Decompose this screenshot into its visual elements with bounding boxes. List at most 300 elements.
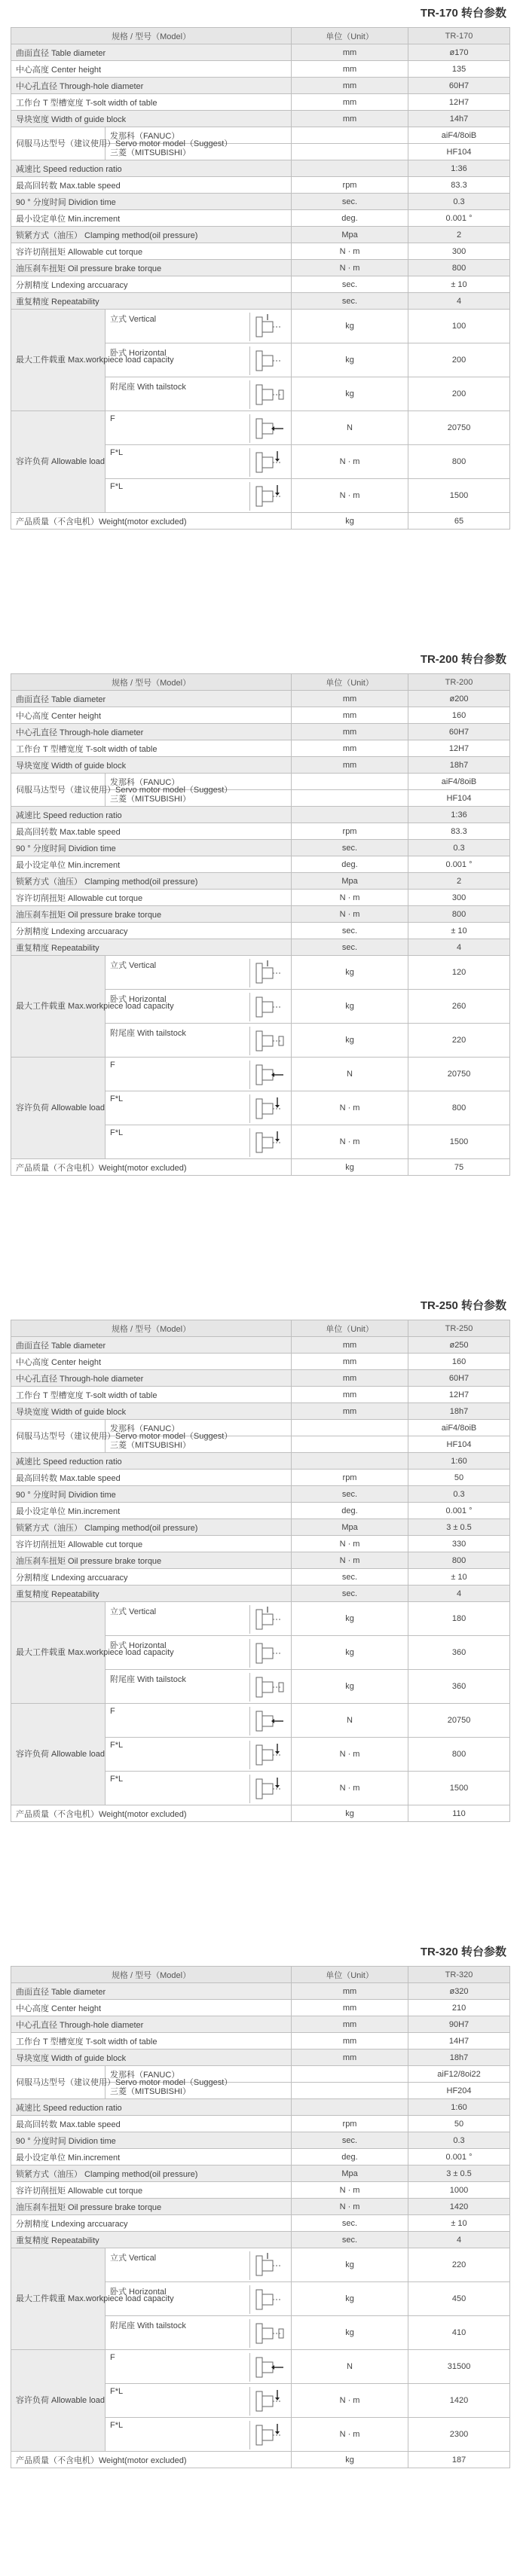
table-row <box>11 1337 510 1354</box>
row-label: F*L <box>110 1741 124 1750</box>
row-value: aiF4/8oiB <box>408 774 510 790</box>
row-unit <box>292 1436 408 1453</box>
vertical-load-diagram-icon <box>249 1605 286 1634</box>
row-unit: Mpa <box>292 2165 408 2182</box>
spec-section <box>11 1293 509 1822</box>
allowable-load-label: 容许负荷 Allowable load <box>11 1704 106 1805</box>
row-label: F*L <box>110 2421 124 2430</box>
row-value: 3 ± 0.5 <box>408 2165 510 2182</box>
servo-motor-label: 伺服马达型号（建议使用）Servo motor model（Suggest） <box>11 2066 106 2099</box>
row-value: 12H7 <box>408 94 510 111</box>
row-unit: N · m <box>292 243 408 260</box>
axial-force-diagram-icon <box>249 414 286 443</box>
max-load-label: 最大工件载重 Max.workpiece load capacity <box>11 310 106 411</box>
row-unit: N · m <box>292 445 408 479</box>
row-label: 卧式 Horizontal <box>110 349 167 358</box>
table-row <box>11 840 510 856</box>
table-row <box>11 856 510 873</box>
row-label: 三菱（MITSUBISHI） <box>106 790 292 807</box>
row-label: 最小设定单位 Min.increment <box>11 2149 292 2165</box>
row-unit <box>292 807 408 823</box>
table-row <box>11 2350 510 2384</box>
section-title: TR-320 转台参数 <box>420 1946 506 1958</box>
row-label: 附尾座 With tailstock <box>110 2321 186 2330</box>
row-label: 减速比 Speed reduction ratio <box>11 1453 292 1470</box>
table-row <box>11 1805 510 1822</box>
spec-section <box>11 1939 509 2468</box>
table-row <box>11 2149 510 2165</box>
row-unit <box>292 774 408 790</box>
header-model: 规格 / 型号（Model） <box>11 28 292 44</box>
row-label-cell <box>106 2384 292 2418</box>
row-label: 最高回转数 Max.table speed <box>11 2116 292 2132</box>
row-value: 20750 <box>408 1058 510 1091</box>
table-row <box>11 160 510 177</box>
row-label: F <box>110 414 115 423</box>
table-header-row <box>11 1320 510 1337</box>
row-value: 4 <box>408 293 510 310</box>
table-row <box>11 260 510 276</box>
row-unit: mm <box>292 2033 408 2050</box>
row-unit: N · m <box>292 260 408 276</box>
row-unit: kg <box>292 513 408 530</box>
header-unit: 单位（Unit） <box>292 1967 408 1983</box>
row-label: 重复精度 Repeatability <box>11 1586 292 1602</box>
row-label: 附尾座 With tailstock <box>110 1675 186 1684</box>
row-label: 中心高度 Center height <box>11 2000 292 2016</box>
row-label: 中心孔直径 Through-hole diameter <box>11 1370 292 1387</box>
row-label: 导块宽度 Width of guide block <box>11 111 292 127</box>
table-row <box>11 1453 510 1470</box>
row-value: 1500 <box>408 479 510 513</box>
row-label: 最小设定单位 Min.increment <box>11 856 292 873</box>
table-row <box>11 1569 510 1586</box>
row-label: 中心高度 Center height <box>11 61 292 78</box>
row-label: 导块宽度 Width of guide block <box>11 1403 292 1420</box>
table-header-row <box>11 28 510 44</box>
row-unit <box>292 1453 408 1470</box>
row-label: 立式 Vertical <box>110 2254 157 2263</box>
row-value: 360 <box>408 1636 510 1670</box>
row-value: 0.3 <box>408 2132 510 2149</box>
row-value: 160 <box>408 1354 510 1370</box>
row-unit: kg <box>292 2452 408 2468</box>
row-label: 发那科（FANUC） <box>106 2066 292 2083</box>
row-label-cell <box>106 411 292 445</box>
row-unit: sec. <box>292 939 408 956</box>
row-unit: kg <box>292 1805 408 1822</box>
table-row <box>11 194 510 210</box>
row-unit: N · m <box>292 479 408 513</box>
row-label-cell <box>106 377 292 411</box>
header-model: 规格 / 型号（Model） <box>11 1320 292 1337</box>
table-row <box>11 227 510 243</box>
row-value: 18h7 <box>408 1403 510 1420</box>
row-unit: mm <box>292 724 408 740</box>
row-unit: sec. <box>292 194 408 210</box>
table-row <box>11 94 510 111</box>
tilting-moment-diagram-icon <box>249 482 286 511</box>
row-unit <box>292 790 408 807</box>
row-unit: Mpa <box>292 873 408 890</box>
row-label: 分割精度 Lndexing arccuaracy <box>11 923 292 939</box>
row-unit: mm <box>292 1370 408 1387</box>
row-label: 最高回转数 Max.table speed <box>11 823 292 840</box>
row-unit: sec. <box>292 2232 408 2248</box>
row-value: 450 <box>408 2282 510 2316</box>
row-unit: rpm <box>292 823 408 840</box>
table-row <box>11 310 510 343</box>
table-row <box>11 1486 510 1503</box>
table-row <box>11 2099 510 2116</box>
row-value: 20750 <box>408 411 510 445</box>
row-value: ø170 <box>408 44 510 61</box>
table-row <box>11 2066 510 2083</box>
row-unit <box>292 1420 408 1436</box>
horizontal-load-diagram-icon <box>249 2285 286 2314</box>
tilting-moment-diagram-icon <box>249 1775 286 1803</box>
row-label: 锁紧方式（油压） Clamping method(oil pressure) <box>11 873 292 890</box>
row-unit: N · m <box>292 1091 408 1125</box>
row-unit: N · m <box>292 1772 408 1805</box>
table-row <box>11 1704 510 1738</box>
row-label: 工作台 T 型槽宽度 T-solt width of table <box>11 94 292 111</box>
row-value: 2 <box>408 227 510 243</box>
row-value: 14h7 <box>408 111 510 127</box>
table-row <box>11 243 510 260</box>
row-unit: mm <box>292 78 408 94</box>
row-label: 曲面直径 Table diameter <box>11 691 292 707</box>
vertical-load-diagram-icon <box>249 313 286 341</box>
row-unit: deg. <box>292 856 408 873</box>
row-value: 50 <box>408 2116 510 2132</box>
row-unit: sec. <box>292 1586 408 1602</box>
table-row <box>11 1552 510 1569</box>
row-unit: mm <box>292 1983 408 2000</box>
table-row <box>11 177 510 194</box>
row-unit: deg. <box>292 2149 408 2165</box>
row-unit: mm <box>292 2000 408 2016</box>
row-label: 90 ° 分度时间 Dividion time <box>11 194 292 210</box>
row-value: 90H7 <box>408 2016 510 2033</box>
row-value: 220 <box>408 1024 510 1058</box>
row-label-cell <box>106 1602 292 1636</box>
tailstock-load-diagram-icon <box>249 2319 286 2348</box>
table-row <box>11 2000 510 2016</box>
row-value: 83.3 <box>408 823 510 840</box>
row-label-cell <box>106 1091 292 1125</box>
table-row <box>11 923 510 939</box>
row-label: 发那科（FANUC） <box>106 1420 292 1436</box>
row-value: ± 10 <box>408 2215 510 2232</box>
table-row <box>11 61 510 78</box>
row-value: 200 <box>408 377 510 411</box>
row-value: 1500 <box>408 1125 510 1159</box>
row-unit: kg <box>292 2282 408 2316</box>
header-unit: 单位（Unit） <box>292 674 408 691</box>
table-row <box>11 2033 510 2050</box>
row-label: 中心孔直径 Through-hole diameter <box>11 78 292 94</box>
max-load-label: 最大工件载重 Max.workpiece load capacity <box>11 1602 106 1704</box>
row-value: 160 <box>408 707 510 724</box>
row-label: 90 ° 分度时间 Dividion time <box>11 2132 292 2149</box>
table-header-row <box>11 1967 510 1983</box>
row-label: 分割精度 Lndexing arccuaracy <box>11 1569 292 1586</box>
row-label: 导块宽度 Width of guide block <box>11 2050 292 2066</box>
row-unit: N <box>292 2350 408 2384</box>
row-unit: sec. <box>292 923 408 939</box>
row-label: 发那科（FANUC） <box>106 774 292 790</box>
row-unit: kg <box>292 956 408 990</box>
row-label: 容许切削扭矩 Allowable cut torque <box>11 2182 292 2199</box>
table-row <box>11 2132 510 2149</box>
table-row <box>11 1420 510 1436</box>
row-label: 发那科（FANUC） <box>106 127 292 144</box>
table-row <box>11 757 510 774</box>
row-unit: N · m <box>292 2418 408 2452</box>
table-row <box>11 724 510 740</box>
row-unit: N · m <box>292 906 408 923</box>
row-label: 曲面直径 Table diameter <box>11 1337 292 1354</box>
row-unit: N · m <box>292 2384 408 2418</box>
row-value: 0.3 <box>408 1486 510 1503</box>
section-title: TR-170 转台参数 <box>420 7 506 20</box>
row-label: 中心孔直径 Through-hole diameter <box>11 724 292 740</box>
row-value: 260 <box>408 990 510 1024</box>
row-label: 重复精度 Repeatability <box>11 2232 292 2248</box>
row-unit: N <box>292 1058 408 1091</box>
table-row <box>11 2199 510 2215</box>
row-unit: N · m <box>292 2199 408 2215</box>
row-unit: kg <box>292 1024 408 1058</box>
row-value: ± 10 <box>408 1569 510 1586</box>
row-value: HF104 <box>408 144 510 160</box>
tilting-moment-diagram-icon <box>249 2421 286 2449</box>
row-unit: N · m <box>292 1125 408 1159</box>
tailstock-load-diagram-icon <box>249 1027 286 1055</box>
horizontal-load-diagram-icon <box>249 1639 286 1668</box>
row-label: 最小设定单位 Min.increment <box>11 210 292 227</box>
max-load-label: 最大工件载重 Max.workpiece load capacity <box>11 956 106 1058</box>
table-row <box>11 1503 510 1519</box>
row-unit: rpm <box>292 177 408 194</box>
table-row <box>11 2182 510 2199</box>
row-value: ø200 <box>408 691 510 707</box>
axial-force-diagram-icon <box>249 1061 286 1089</box>
table-row <box>11 906 510 923</box>
row-unit: sec. <box>292 840 408 856</box>
row-value: 50 <box>408 1470 510 1486</box>
row-unit: kg <box>292 1670 408 1704</box>
row-label: 重复精度 Repeatability <box>11 939 292 956</box>
row-unit: rpm <box>292 1470 408 1486</box>
row-label: 曲面直径 Table diameter <box>11 1983 292 2000</box>
row-value: 60H7 <box>408 78 510 94</box>
row-label-cell <box>106 1670 292 1704</box>
row-value: 180 <box>408 1602 510 1636</box>
row-unit: mm <box>292 94 408 111</box>
row-value: 60H7 <box>408 1370 510 1387</box>
row-label: 分割精度 Lndexing arccuaracy <box>11 276 292 293</box>
table-row <box>11 807 510 823</box>
vertical-load-diagram-icon <box>249 959 286 987</box>
header-unit: 单位（Unit） <box>292 28 408 44</box>
axial-force-diagram-icon <box>249 1707 286 1735</box>
row-unit: sec. <box>292 1569 408 1586</box>
row-unit <box>292 2099 408 2116</box>
row-value: HF204 <box>408 2083 510 2099</box>
row-unit: N <box>292 1704 408 1738</box>
row-value: 220 <box>408 2248 510 2282</box>
table-row <box>11 2116 510 2132</box>
row-unit: mm <box>292 757 408 774</box>
table-row <box>11 1159 510 1176</box>
row-label: 产品质量（不含电机）Weight(motor excluded) <box>11 1159 292 1176</box>
row-unit: mm <box>292 1387 408 1403</box>
row-label: 产品质量（不含电机）Weight(motor excluded) <box>11 2452 292 2468</box>
row-label-cell <box>106 1704 292 1738</box>
row-value: ± 10 <box>408 276 510 293</box>
row-unit: mm <box>292 44 408 61</box>
row-label: 油压刹车扭矩 Oil pressure brake torque <box>11 2199 292 2215</box>
row-label: F <box>110 2353 115 2362</box>
row-unit <box>292 2083 408 2099</box>
header-model: 规格 / 型号（Model） <box>11 1967 292 1983</box>
row-label: F*L <box>110 1775 124 1784</box>
row-value: 65 <box>408 513 510 530</box>
table-row <box>11 939 510 956</box>
row-value: 300 <box>408 890 510 906</box>
row-unit: mm <box>292 61 408 78</box>
row-label: F*L <box>110 482 124 491</box>
row-label: 曲面直径 Table diameter <box>11 44 292 61</box>
row-value: 60H7 <box>408 724 510 740</box>
row-value: 0.001 ° <box>408 1503 510 1519</box>
row-label: 容许切削扭矩 Allowable cut torque <box>11 890 292 906</box>
table-row <box>11 1058 510 1091</box>
row-value: 135 <box>408 61 510 78</box>
table-row <box>11 2215 510 2232</box>
row-value: 800 <box>408 1552 510 1569</box>
row-label-cell <box>106 1058 292 1091</box>
row-unit: N · m <box>292 2182 408 2199</box>
row-value: 800 <box>408 1091 510 1125</box>
row-label-cell <box>106 1024 292 1058</box>
table-row <box>11 1370 510 1387</box>
max-load-label: 最大工件载重 Max.workpiece load capacity <box>11 2248 106 2350</box>
row-label: 最高回转数 Max.table speed <box>11 1470 292 1486</box>
row-value: 0.001 ° <box>408 856 510 873</box>
row-unit: sec. <box>292 2132 408 2149</box>
row-value: 410 <box>408 2316 510 2350</box>
row-value: 1500 <box>408 1772 510 1805</box>
table-row <box>11 1602 510 1636</box>
row-label-cell <box>106 2418 292 2452</box>
row-label: 产品质量（不含电机）Weight(motor excluded) <box>11 513 292 530</box>
table-row <box>11 1470 510 1486</box>
row-label: 油压刹车扭矩 Oil pressure brake torque <box>11 1552 292 1569</box>
row-value: 800 <box>408 445 510 479</box>
row-label: 立式 Vertical <box>110 1607 157 1616</box>
row-label: F <box>110 1707 115 1716</box>
spec-table <box>11 27 510 530</box>
row-unit: kg <box>292 2248 408 2282</box>
row-value: 1:60 <box>408 2099 510 2116</box>
table-row <box>11 127 510 144</box>
table-row <box>11 111 510 127</box>
moment-diagram-icon <box>249 448 286 477</box>
servo-motor-label: 伺服马达型号（建议使用）Servo motor model（Suggest） <box>11 774 106 807</box>
table-row <box>11 740 510 757</box>
row-label: 三菱（MITSUBISHI） <box>106 144 292 160</box>
tilting-moment-diagram-icon <box>249 1128 286 1157</box>
table-row <box>11 1354 510 1370</box>
table-header-row <box>11 674 510 691</box>
vertical-load-diagram-icon <box>249 2251 286 2280</box>
row-unit: kg <box>292 990 408 1024</box>
row-value: 800 <box>408 906 510 923</box>
row-label: 容许切削扭矩 Allowable cut torque <box>11 1536 292 1552</box>
row-label-cell <box>106 1738 292 1772</box>
table-row <box>11 2165 510 2182</box>
row-unit: sec. <box>292 276 408 293</box>
table-row <box>11 774 510 790</box>
tailstock-load-diagram-icon <box>249 1673 286 1702</box>
row-value: 1000 <box>408 2182 510 2199</box>
row-label-cell <box>106 956 292 990</box>
row-label: 附尾座 With tailstock <box>110 383 186 392</box>
table-row <box>11 956 510 990</box>
row-unit: mm <box>292 707 408 724</box>
row-label: 锁紧方式（油压） Clamping method(oil pressure) <box>11 1519 292 1536</box>
table-row <box>11 2248 510 2282</box>
row-unit: mm <box>292 2016 408 2033</box>
table-row <box>11 691 510 707</box>
row-label-cell <box>106 1125 292 1159</box>
row-unit: kg <box>292 310 408 343</box>
row-unit: kg <box>292 343 408 377</box>
row-unit: deg. <box>292 210 408 227</box>
row-label: 容许切削扭矩 Allowable cut torque <box>11 243 292 260</box>
row-unit: mm <box>292 111 408 127</box>
row-label: 锁紧方式（油压） Clamping method(oil pressure) <box>11 2165 292 2182</box>
row-label: 三菱（MITSUBISHI） <box>106 2083 292 2099</box>
axial-force-diagram-icon <box>249 2353 286 2382</box>
row-value: 2300 <box>408 2418 510 2452</box>
table-row <box>11 823 510 840</box>
row-value: 12H7 <box>408 1387 510 1403</box>
header-value: TR-170 <box>408 28 510 44</box>
table-row <box>11 1387 510 1403</box>
row-unit: mm <box>292 1354 408 1370</box>
row-label: F*L <box>110 1128 124 1137</box>
row-unit <box>292 127 408 144</box>
allowable-load-label: 容许负荷 Allowable load <box>11 2350 106 2452</box>
table-row <box>11 1519 510 1536</box>
table-row <box>11 2050 510 2066</box>
row-value: ± 10 <box>408 923 510 939</box>
row-value: 330 <box>408 1536 510 1552</box>
row-value: 4 <box>408 939 510 956</box>
row-value: 12H7 <box>408 740 510 757</box>
table-row <box>11 890 510 906</box>
moment-diagram-icon <box>249 1741 286 1769</box>
table-row <box>11 210 510 227</box>
row-unit: deg. <box>292 1503 408 1519</box>
row-unit: kg <box>292 377 408 411</box>
row-label: 卧式 Horizontal <box>110 1641 167 1650</box>
row-unit: kg <box>292 1636 408 1670</box>
